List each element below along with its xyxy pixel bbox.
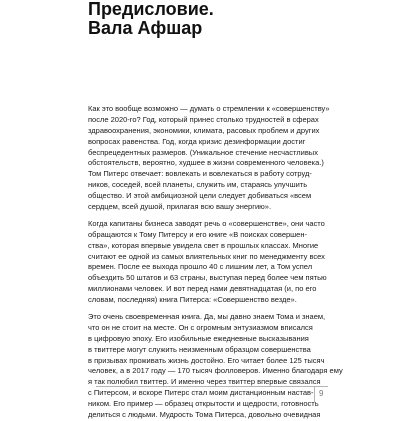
footer-rule xyxy=(96,386,328,387)
text-line: обстоятельств, вероятно, худшее в жизни современного человека.) xyxy=(88,158,324,168)
text-line: беспрецедентных размеров. (Уникальное стечение несчастливых xyxy=(88,147,318,157)
text-line: миллионами человек. И вот перед нами девятнадцатая (и, по его xyxy=(88,284,317,294)
text-line: что он не стоит на месте. Он с огромным энтузиазмом вписался xyxy=(88,322,313,332)
page-number: 9 xyxy=(314,386,329,402)
text-line: обращаются к Тому Питерсу и его книге «В поисках совершен- xyxy=(88,229,307,239)
text-line: времен. После ее выхода прошло 40 с лишним лет, а Том успел xyxy=(88,262,313,272)
text-line: делиться с людьми. Мудрость Тома Питерса, довольно очевидная xyxy=(88,410,321,420)
text-line: общество. И этой амбициозной цели следует добиваться «всем xyxy=(88,191,312,201)
text-line: я так полюбил твиттер. И именно через твиттер впервые связался xyxy=(88,377,321,387)
text-line: объездить 50 штатов и 63 страны, выступая перед более чем пятью xyxy=(88,273,327,283)
text-line: ников, соседей, всей планеты, служить им, стараясь улучшить xyxy=(88,180,308,190)
text-line: с Питерсом, и вскоре Питерс стал моим дистанционным настав- xyxy=(88,388,314,398)
text-line: сердцем, всей душой, прилагая всю вашу энергию». xyxy=(88,202,272,212)
body-text xyxy=(88,104,343,421)
paragraph xyxy=(88,312,343,421)
text-line: в твиттере могут служить неизменным образцом совершенства xyxy=(88,344,311,354)
text-line: ником. Его пример — образец открытости и щедрости, готовность xyxy=(88,399,319,409)
text-line: в цифровую эпоху. Его изобильные ежедневные высказывания xyxy=(88,333,309,343)
text-line: ства», которая впервые увидела свет в прошлых классах. Многие xyxy=(88,240,319,250)
chapter-title xyxy=(88,0,214,38)
text-line: после 2020-го? Год, который принес столько трудностей в сферах xyxy=(88,114,319,124)
chapter-title-line-1: Предисловие. xyxy=(88,0,214,19)
text-line: Как это вообще возможно — думать о стремлении к «совершенству» xyxy=(88,104,330,113)
text-line: здравоохранения, экономики, климата, расовых проблем и других xyxy=(88,125,320,135)
text-line: Когда капитаны бизнеса заводят речь о «совершенстве», они часто xyxy=(88,218,325,228)
text-line: словам, последняя) книга Питерса: «Совершенство везде». xyxy=(88,295,297,305)
paragraph xyxy=(88,218,327,306)
paragraph xyxy=(88,104,330,213)
text-line: считают ее одной из самых влиятельных книг по менеджменту всех xyxy=(88,251,325,261)
text-line: вопросах равенства. Год, когда кризис дезинформации достиг xyxy=(88,136,306,146)
chapter-title-line-2: Вала Афшар xyxy=(88,18,203,38)
text-line: Это очень своевременная книга. Да, мы давно знаем Тома и знаем, xyxy=(88,312,326,322)
text-line: человек, а в 2017 году — 170 тысяч фолловеров. Именно благодаря ему xyxy=(88,366,343,376)
text-line: Том Питерс отвечает: вовлекать и вовлекаться в работу сотруд- xyxy=(88,169,312,179)
text-line: в призывах проживать жизнь достойно. Его читает более 125 тысяч xyxy=(88,355,325,365)
